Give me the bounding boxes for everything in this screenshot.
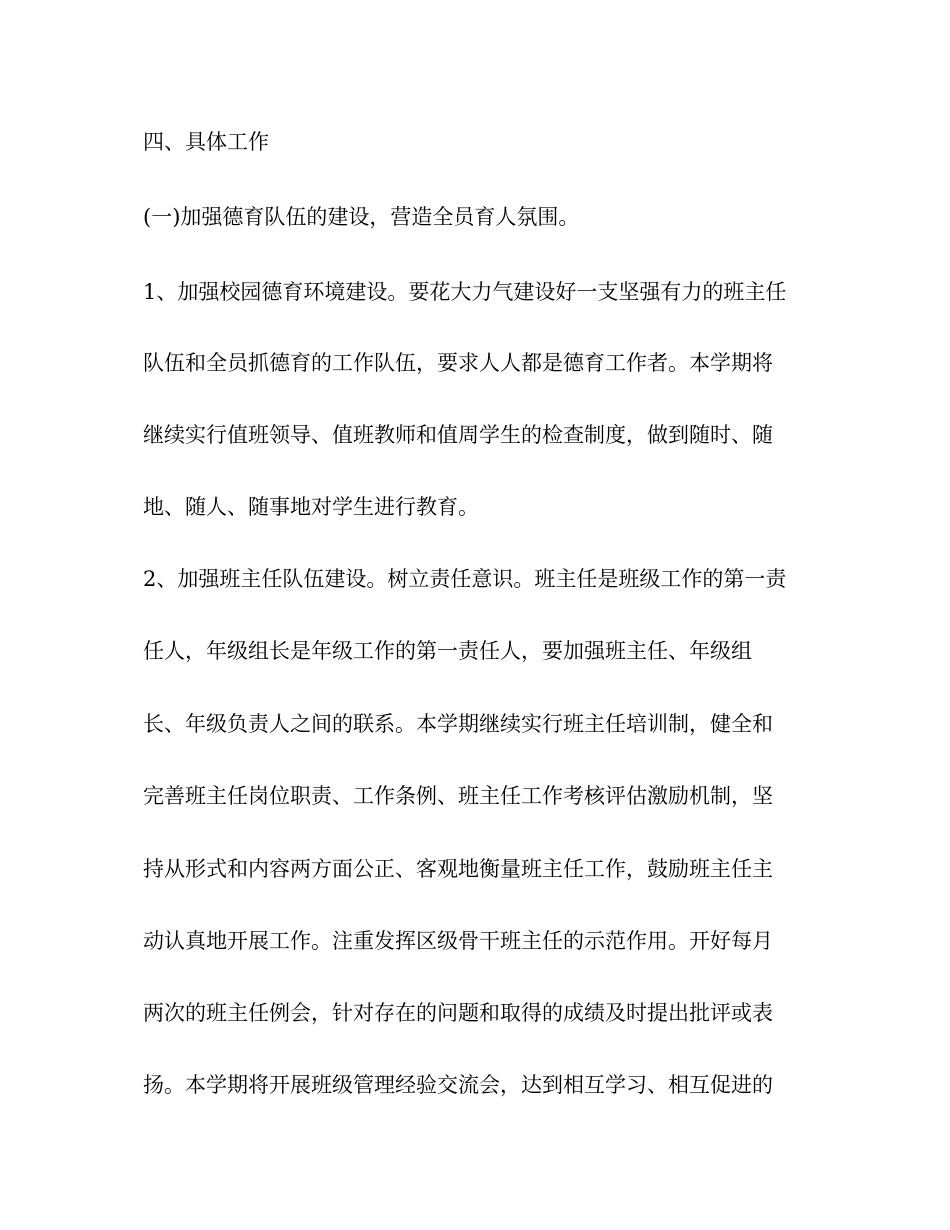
paragraph-line: 队伍和全员抓德育的工作队伍，要求人人都是德育工作者。本学期将	[143, 351, 773, 375]
paragraph-line: 继续实行值班领导、值班教师和值周学生的检查制度，做到随时、随	[143, 423, 773, 447]
paragraph-line: 1、加强校园德育环境建设。要花大力气建设好一支坚强有力的班主任	[143, 280, 787, 304]
paragraph-line: 地、随人、随事地对学生进行教育。	[143, 495, 479, 519]
paragraph-line: 扬。本学期将开展班级管理经验交流会，达到相互学习、相互促进的	[143, 1073, 773, 1097]
paragraph-line: 两次的班主任例会，针对存在的问题和取得的成绩及时提出批评或表	[143, 1001, 773, 1025]
paragraph-line: 任人，年级组长是年级工作的第一责任人，要加强班主任、年级组	[143, 639, 752, 663]
paragraph-line: 2、加强班主任队伍建设。树立责任意识。班主任是班级工作的第一责	[143, 567, 787, 591]
paragraph-line: 完善班主任岗位职责、工作条例、班主任工作考核评估激励机制，坚	[143, 784, 773, 808]
paragraph-line: 动认真地开展工作。注重发挥区级骨干班主任的示范作用。开好每月	[143, 929, 773, 953]
section-heading: 四、具体工作	[143, 130, 269, 154]
paragraph-line: 长、年级负责人之间的联系。本学期继续实行班主任培训制，健全和	[143, 712, 773, 736]
section-subheading: (一)加强德育队伍的建设，营造全员育人氛围。	[143, 205, 580, 229]
paragraph-line: 持从形式和内容两方面公正、客观地衡量班主任工作，鼓励班主任主	[143, 857, 773, 881]
